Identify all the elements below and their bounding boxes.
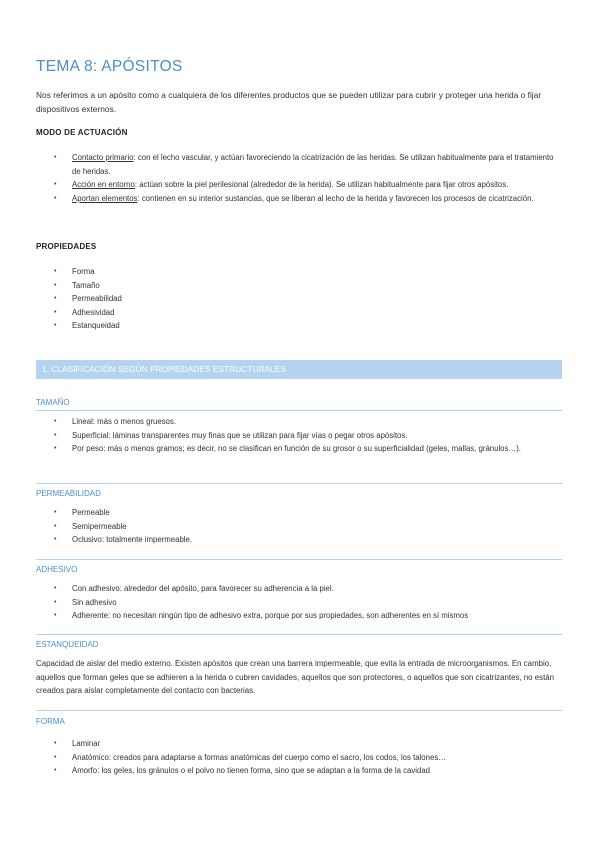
item-text: Adherente: no necesitan ningún tipo de adhesivo extra, porque por sus propiedades, son adherentes en sí mismos (72, 611, 469, 621)
list-item (54, 292, 354, 306)
list-item (54, 429, 554, 443)
item-term: Acción en entorno (72, 180, 135, 190)
divider (36, 710, 562, 711)
adhesivo-list (54, 582, 564, 623)
item-text: : contienen en su interior sustancias, que se liberan al lecho de la herida y favorecen los procesos de cicatrización. (137, 193, 534, 203)
bullet-icon: • (54, 194, 57, 202)
bullet-icon: • (54, 509, 57, 516)
section-title: 1. CLASIFICACIÓN SEGÚN PROPIEDADES ESTRUCTURALES (42, 364, 286, 374)
list-item (54, 265, 354, 279)
bullet-icon: • (54, 445, 57, 453)
estanqueidad-paragraph: Capacidad de aislar del medio externo. Existen apósitos que crean una barrera impermeable, que evita la entrada de microorganismos. En cambio, aquellos que forman geles que se adhieren a la herida o cubren cavidades, aquellos que son protectores, o aquellos que son cicatrizantes, no están creados para aislar completamente del contacto con bacterias. (36, 659, 555, 696)
permeabilidad-list (54, 506, 554, 547)
modo-heading: MODO DE ACTUACIÓN (36, 128, 128, 137)
bullet-icon: • (54, 281, 57, 289)
divider (36, 559, 562, 560)
bullet-icon: • (54, 322, 57, 330)
item-text: Laminar (72, 739, 101, 748)
list-item (54, 751, 564, 765)
divider (36, 410, 562, 411)
item-text: Tamaño (72, 280, 100, 290)
bullet-icon: • (54, 295, 57, 303)
list-item (54, 192, 554, 206)
divider (36, 634, 562, 635)
item-text: Adhesividad (72, 307, 115, 317)
permeabilidad-heading: PERMEABILIDAD (36, 489, 101, 498)
estanqueidad-heading: ESTANQUEIDAD (36, 640, 99, 649)
item-text: Forma (72, 267, 95, 276)
list-item (54, 151, 554, 178)
item-text: Semipermeable (72, 521, 127, 531)
adhesivo-heading: ADHESIVO (36, 565, 78, 574)
list-item (54, 533, 554, 547)
item-text: Con adhesivo: alrededor del apósito, para favorecer su adherencia a la piel. (72, 584, 334, 593)
item-text: Estanqueidad (72, 321, 120, 331)
bullet-icon: • (54, 740, 57, 747)
item-text: Superficial: láminas transparentes muy finas que se utilizan para fijar vías o pegar otros apósitos. (72, 430, 408, 440)
list-item (54, 609, 564, 623)
bullet-icon: • (54, 181, 57, 189)
bullet-icon: • (54, 585, 57, 592)
intro-paragraph: Nos referimos a un apósito como a cualquiera de los diferentes productos que se pueden utilizar para cubrir y proteger una herida o fijar dispositivos externos. (36, 90, 542, 114)
bullet-icon: • (54, 522, 57, 530)
forma-list (54, 737, 564, 778)
propiedades-heading: PROPIEDADES (36, 242, 97, 251)
list-item (54, 506, 554, 520)
item-text: : con el lecho vascular, y actúan favoreciendo la cicatrización de las heridas. Se utilizan habitualmente para el tratamiento de heridas. (72, 153, 554, 176)
list-item (54, 178, 554, 192)
forma-heading: FORMA (36, 717, 65, 726)
bullet-icon: • (54, 767, 57, 775)
item-text: : actúan sobre la piel perilesional (alrededor de la herida). Se utilizan habitualmente para fijar otros apósitos. (134, 180, 509, 190)
list-item (54, 279, 354, 293)
list-item (54, 319, 354, 333)
list-item (54, 596, 564, 610)
tamano-heading: TAMAÑO (36, 398, 70, 407)
bullet-icon: • (54, 612, 57, 620)
bullet-icon: • (54, 431, 57, 439)
bullet-icon: • (54, 268, 57, 275)
propiedades-list (54, 265, 354, 333)
tamano-list (54, 415, 554, 456)
bullet-icon: • (54, 154, 57, 161)
bullet-icon: • (54, 308, 57, 316)
bullet-icon: • (54, 753, 57, 761)
list-item (54, 764, 564, 778)
list-item (54, 415, 554, 429)
item-term: Contacto primario (72, 153, 134, 162)
page-title: TEMA 8: APÓSITOS (36, 58, 183, 75)
item-text: Permeable (72, 508, 110, 517)
modo-list (54, 151, 554, 205)
list-item (54, 520, 554, 534)
bullet-icon: • (54, 598, 57, 606)
item-text: Anatómico: creados para adaptarse a formas anatómicas del cuerpo como el sacro, los codos, los talones… (72, 752, 447, 762)
bullet-icon: • (54, 418, 57, 425)
list-item (54, 306, 354, 320)
item-text: Por peso: más o menos gramos; es decir, no se clasifican en función de su grosor o su superficialidad (geles, mallas, gránulos…). (72, 444, 521, 454)
section-header-bar (36, 360, 562, 379)
item-term: Aportan elementos (72, 193, 138, 203)
item-text: Permeabilidad (72, 294, 122, 304)
item-text: Sin adhesivo (72, 597, 117, 607)
item-text: Amorfo: los geles, los gránulos o el polvo no tienen forma, sino que se adaptan a la forma de la cavidad (72, 766, 431, 776)
item-text: Oclusivo: totalmente impermeable. (72, 535, 193, 545)
list-item (54, 442, 554, 456)
list-item (54, 582, 564, 596)
item-text: Lineal: más o menos gruesos. (72, 417, 177, 426)
bullet-icon: • (54, 536, 57, 544)
list-item (54, 737, 564, 751)
divider (36, 483, 562, 484)
